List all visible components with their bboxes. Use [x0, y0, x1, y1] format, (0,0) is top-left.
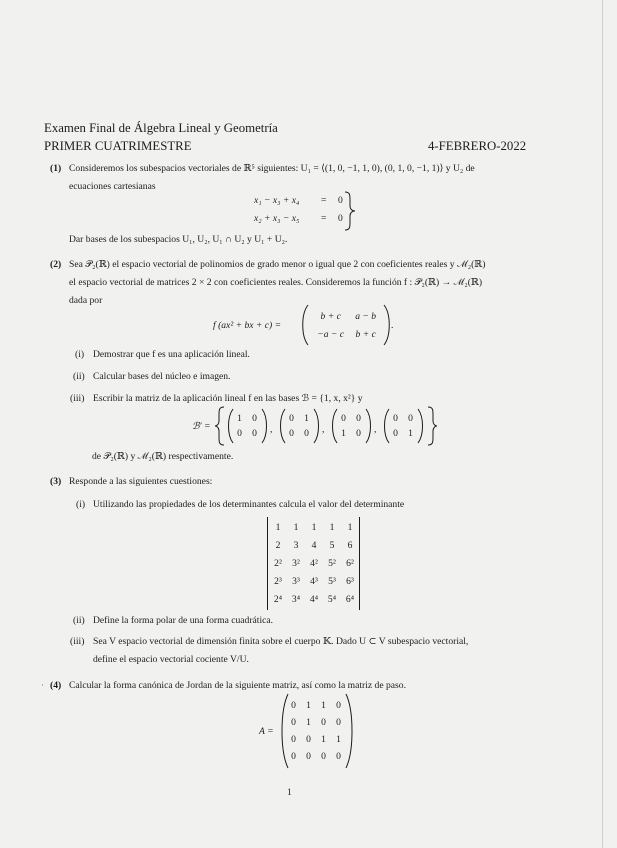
det-cell: 4: [311, 539, 317, 551]
function-definition-lhs: f (ax² + bx + c) =: [213, 320, 282, 331]
exam-date: 4-FEBRERO-2022: [428, 139, 527, 153]
basis-matrix-cell: 1: [408, 428, 413, 439]
problem-2-item-i: Demostrar que f es una aplicación lineal.: [93, 349, 250, 360]
f-matrix-cell: −a − c: [317, 328, 345, 340]
det-cell: 2⁴: [273, 593, 283, 605]
problem-3-item-iii: Sea V espacio vectorial de dimensión finita sobre el cuerpo 𝕂. Dado U ⊂ V subespacio vectorial,: [93, 636, 469, 647]
basis-comma-3: ,: [374, 424, 377, 435]
page-edge: [602, 0, 603, 848]
det-cell: 5³: [328, 575, 336, 587]
problem-3-item-iii-label: (iii): [70, 636, 85, 647]
det-cell: 3³: [292, 575, 300, 587]
matrix-a-cell: 0: [306, 751, 311, 762]
basis-matrix-2-right-paren: [313, 408, 321, 444]
det-cell: 4²: [310, 557, 318, 569]
det-cell: 5: [329, 539, 335, 551]
problem-1-task: Dar bases de los subespacios U₁, U₂, U₁ ∩ U₂ y U₁ + U₂.: [69, 234, 288, 245]
problem-2-item-iii: Escribir la matriz de la aplicación lineal f en las bases ℬ = {1, x, x²} y: [93, 393, 363, 404]
basis-matrix-cell: 0: [393, 428, 398, 439]
equation-1-rhs: 0: [338, 195, 343, 206]
matrix-a-right-paren: [345, 693, 355, 769]
equation-1-lhs: x₁ − x₃ + x₄: [254, 195, 300, 206]
problem-3-item-i: Utilizando las propiedades de los determinantes calcula el valor del determinante: [93, 499, 405, 510]
basis-comma-1: ,: [270, 424, 273, 435]
basis-matrix-3: [336, 411, 366, 441]
exam-title: Examen Final de Álgebra Lineal y Geometría: [44, 121, 278, 135]
f-matrix-left-paren: [300, 304, 310, 346]
equation-2-lhs: x₂ + x₃ − x₅: [254, 213, 300, 224]
equation-2-op: =: [321, 213, 327, 224]
problem-3-item-iii-2: define el espacio vectorial cociente V/U.: [93, 654, 249, 665]
basis-matrix-1-right-paren: [261, 408, 269, 444]
basis-matrix-cell: 1: [237, 413, 242, 424]
matrix-a-cell: 0: [306, 734, 311, 745]
det-cell: 4⁴: [309, 593, 319, 605]
matrix-a-cell: 0: [291, 751, 296, 762]
basis-comma-2: ,: [322, 424, 325, 435]
basis-matrix-4: [388, 411, 418, 441]
determinant-right-bar: [359, 517, 360, 610]
matrix-a-cell: 1: [321, 734, 326, 745]
f-matrix-cell: b + c: [355, 328, 376, 340]
basis-matrix-cell: 0: [408, 413, 413, 424]
matrix-a-cell: 0: [336, 700, 341, 711]
det-cell: 1: [275, 521, 281, 533]
det-cell: 3⁴: [291, 593, 301, 605]
basis-matrix-cell: 0: [252, 428, 257, 439]
det-cell: 6⁴: [345, 593, 355, 605]
problem-2-item-ii-label: (ii): [73, 371, 85, 382]
det-cell: 4³: [310, 575, 318, 587]
det-cell: 6²: [346, 557, 354, 569]
problem-3-item-i-label: (i): [76, 499, 86, 510]
matrix-a: [286, 697, 346, 765]
f-matrix: [311, 307, 381, 343]
det-cell: 1: [329, 521, 335, 533]
det-cell: 3²: [292, 557, 300, 569]
basis-right-brace: [426, 406, 438, 446]
problem-1-number: (1): [50, 163, 62, 174]
det-cell: 3: [293, 539, 299, 551]
det-cell: 1: [347, 521, 353, 533]
basis-matrix-4-right-paren: [417, 408, 425, 444]
exam-semester: PRIMER CUATRIMESTRE: [44, 139, 192, 153]
problem-2-item-ii: Calcular bases del núcleo e imagen.: [93, 371, 231, 382]
det-cell: 1: [293, 521, 299, 533]
basis-matrix-3-right-paren: [365, 408, 373, 444]
problem-3-number: (3): [50, 476, 62, 487]
problem-2-number: (2): [50, 259, 62, 270]
det-cell: 6: [347, 539, 353, 551]
matrix-a-cell: 1: [336, 734, 341, 745]
f-matrix-cell: a − b: [355, 310, 377, 322]
det-cell: 2³: [274, 575, 282, 587]
basis-matrix-cell: 0: [304, 428, 309, 439]
problem-2-item-i-label: (i): [75, 349, 85, 360]
matrix-a-label: A =: [259, 726, 274, 737]
matrix-a-cell: 0: [291, 734, 296, 745]
problem-2-text-1: Sea 𝒫₂(ℝ) el espacio vectorial de polinomios de grado menor o igual que 2 con coeficientes reales y ℳ₂(ℝ): [69, 259, 486, 270]
basis-matrix-cell: 0: [237, 428, 242, 439]
problem-3-item-ii: Define la forma polar de una forma cuadrática.: [93, 615, 274, 626]
basis-matrix-1: [232, 411, 262, 441]
basis-left-brace: [214, 406, 226, 446]
problem-1-text: Consideremos los subespacios vectoriales de ℝ⁵ siguientes: U₁ = ⟨(1, 0, −1, 1, 0), (0, 1, 0, −1, 1)⟩ y U₂ de: [69, 163, 475, 174]
det-cell: 1: [311, 521, 317, 533]
matrix-a-cell: 0: [321, 751, 326, 762]
matrix-a-cell: 1: [306, 700, 311, 711]
problem-4-number: (4): [50, 680, 62, 691]
basis-matrix-cell: 1: [341, 428, 346, 439]
basis-matrix-cell: 0: [356, 428, 361, 439]
basis-matrix-cell: 0: [252, 413, 257, 424]
det-cell: 2²: [274, 557, 282, 569]
basis-matrix-cell: 0: [393, 413, 398, 424]
basis-matrix-cell: 0: [289, 413, 294, 424]
matrix-a-cell: 1: [321, 700, 326, 711]
determinant-left-bar: [267, 517, 268, 610]
determinant-matrix: [269, 518, 359, 608]
system-right-brace: [343, 191, 357, 231]
matrix-a-cell: 0: [321, 717, 326, 728]
equation-1-op: =: [321, 195, 327, 206]
f-period: .: [391, 320, 394, 331]
problem-2-text-2: el espacio vectorial de matrices 2 × 2 con coeficientes reales. Consideremos la función f : 𝒫₂(ℝ) → ℳ₂(ℝ): [69, 277, 483, 288]
basis-b-prime-label: ℬ′ =: [192, 421, 211, 432]
matrix-a-cell: 0: [336, 717, 341, 728]
basis-matrix-2: [284, 411, 314, 441]
basis-matrix-cell: 0: [289, 428, 294, 439]
basis-matrix-cell: 0: [341, 413, 346, 424]
det-cell: 5²: [328, 557, 336, 569]
page-number: 1: [287, 787, 292, 798]
problem-2-item-iii-label: (iii): [70, 393, 85, 404]
det-cell: 5⁴: [327, 593, 337, 605]
matrix-a-cell: 0: [336, 751, 341, 762]
problem-3-item-ii-label: (ii): [73, 615, 85, 626]
equation-2-rhs: 0: [338, 213, 343, 224]
problem-3-intro: Responde a las siguientes cuestiones:: [69, 476, 213, 487]
basis-matrix-cell: 0: [356, 413, 361, 424]
f-matrix-cell: b + c: [320, 310, 341, 322]
problem-2-after-basis: de 𝒫₂(ℝ) y ℳ₂(ℝ) respectivamente.: [92, 451, 234, 462]
matrix-a-cell: 0: [291, 717, 296, 728]
matrix-a-cell: 1: [306, 717, 311, 728]
basis-matrix-cell: 1: [304, 413, 309, 424]
det-cell: 2: [275, 539, 281, 551]
problem-1-text-2: ecuaciones cartesianas: [69, 181, 156, 192]
problem-2-text-3: dada por: [69, 295, 103, 306]
matrix-a-cell: 0: [291, 700, 296, 711]
stray-mark: ·: [41, 680, 45, 691]
det-cell: 6³: [346, 575, 354, 587]
problem-4-text: Calcular la forma canónica de Jordan de la siguiente matriz, así como la matriz de paso.: [69, 680, 406, 691]
